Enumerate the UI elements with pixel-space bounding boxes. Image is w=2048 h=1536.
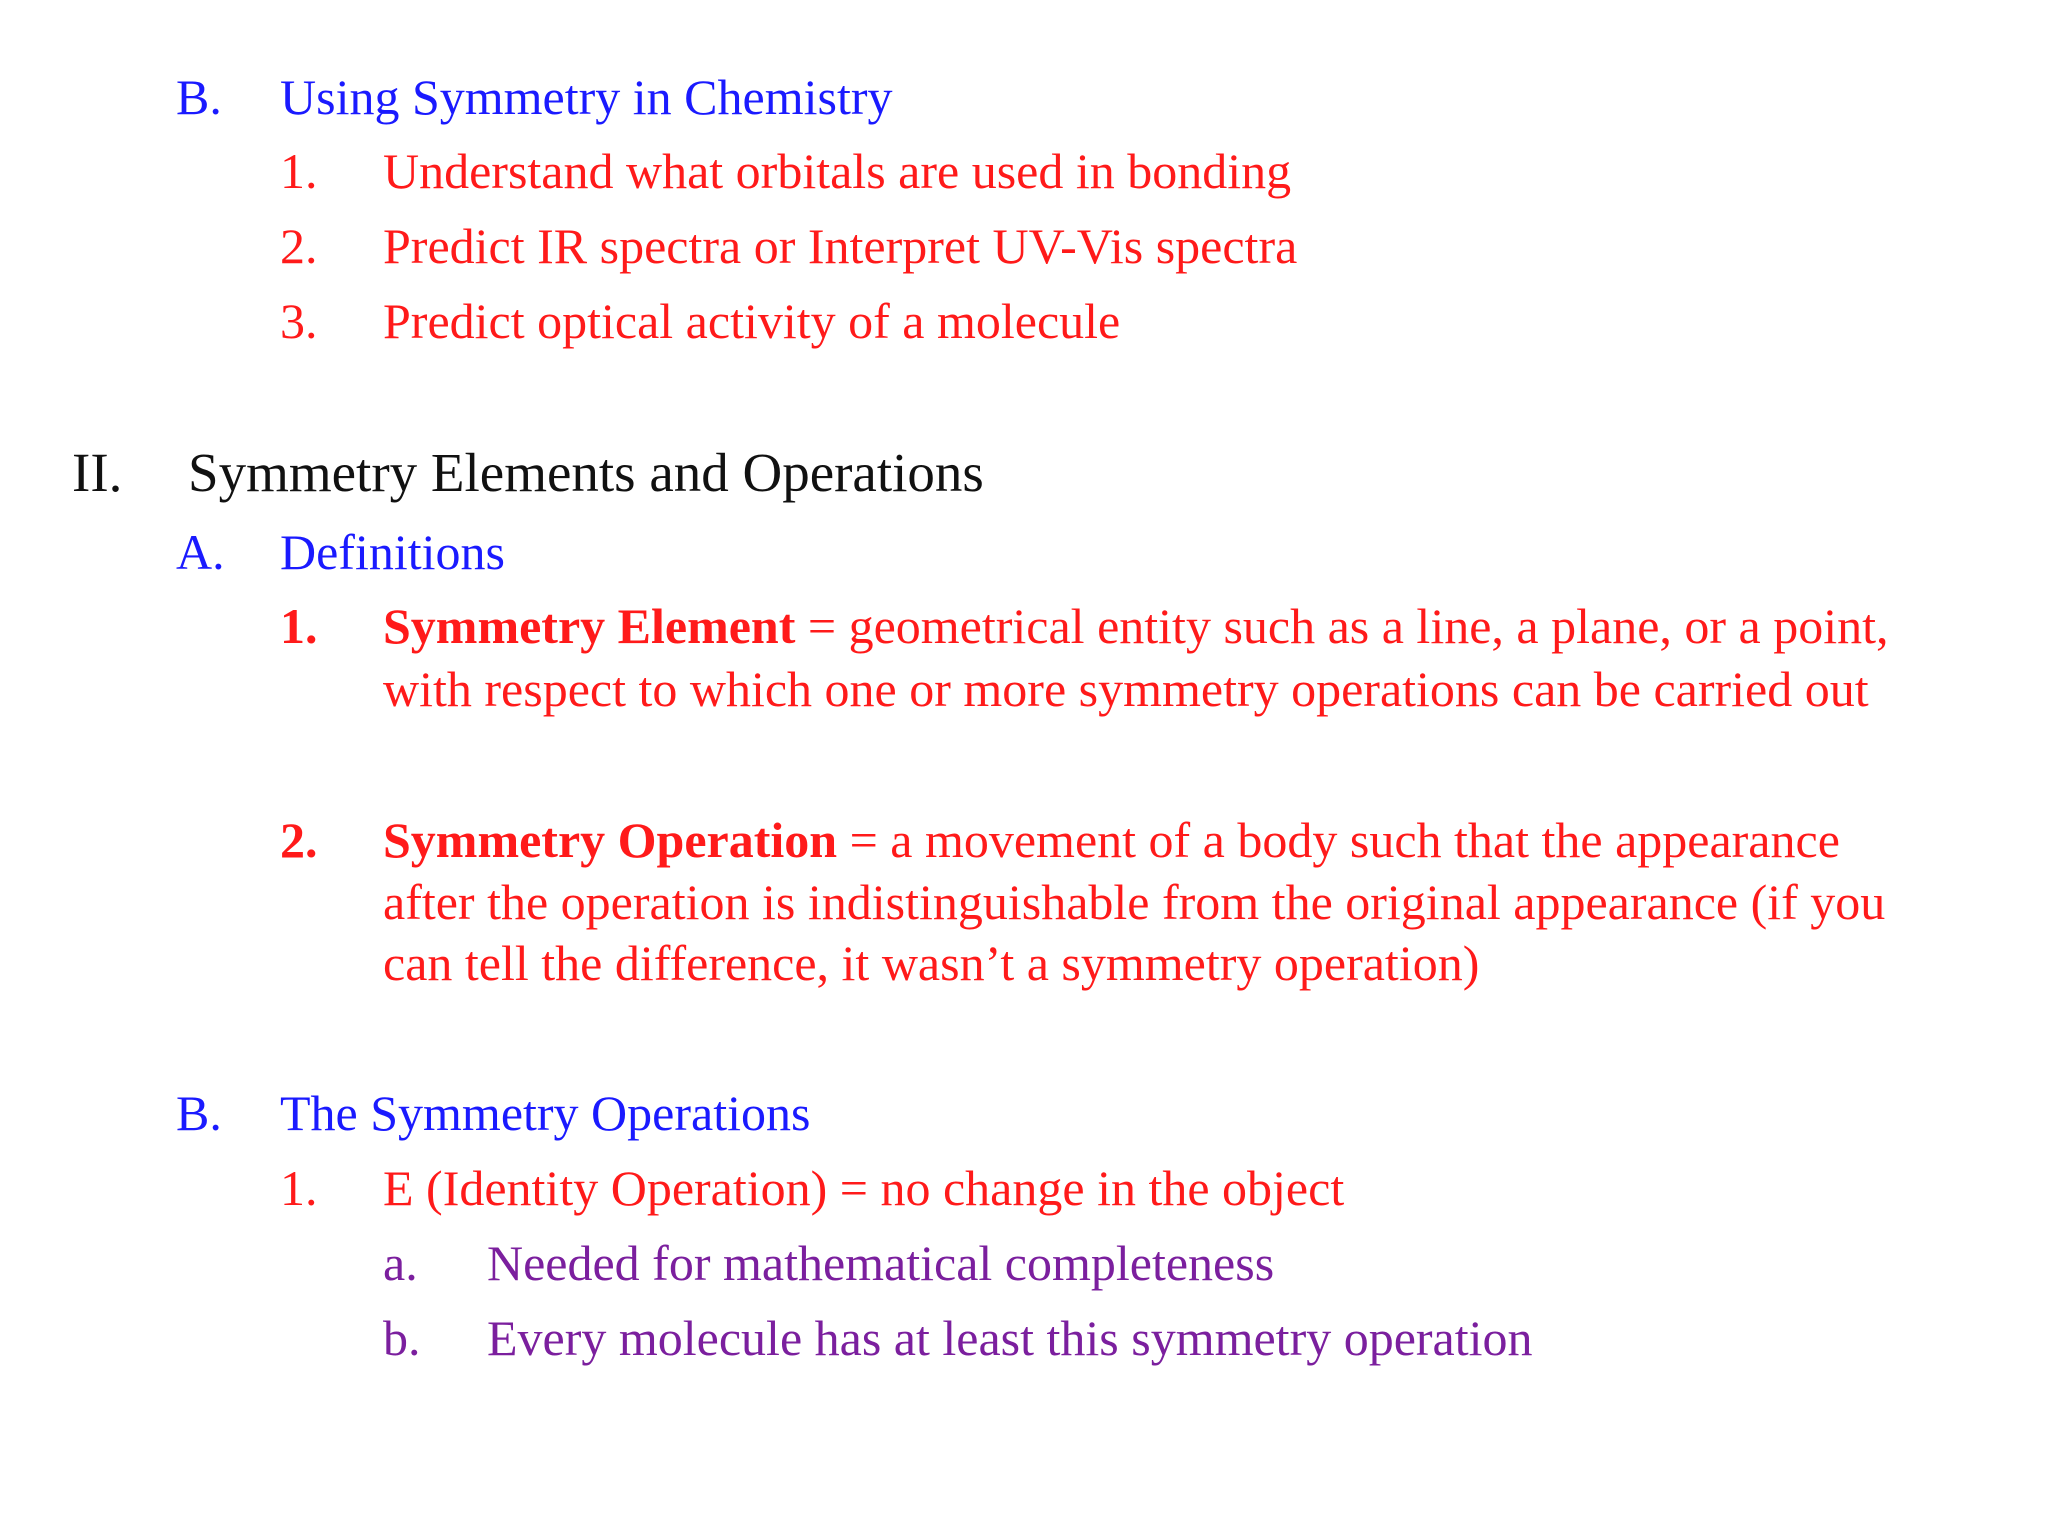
list-item-identity-operation: E (Identity Operation) = no change in the object [383,1160,1345,1216]
outline-marker-ii: II. [72,442,123,503]
definition-symmetry-element [383,598,1889,654]
sublist-item-completeness: Needed for mathematical completeness [487,1235,1275,1291]
definition-element-line2: with respect to which one or more symmetry operations can be carried out [383,661,1869,717]
sublist-marker-a: a. [383,1235,418,1291]
heading-using-symmetry: Using Symmetry in Chemistry [280,69,893,125]
outline-marker-b-operations: B. [176,1085,222,1141]
definition-symmetry-operation [383,812,1840,868]
heading-the-symmetry-operations: The Symmetry Operations [280,1085,811,1141]
list-marker-3: 3. [280,293,318,349]
heading-symmetry-elements-operations: Symmetry Elements and Operations [188,442,984,503]
list-item-optical-activity: Predict optical activity of a molecule [383,293,1121,349]
list-item-orbitals: Understand what orbitals are used in bonding [383,143,1292,199]
list-marker-def-2: 2. [280,812,318,868]
outline-marker-a: A. [176,524,225,580]
outline-marker-b-using: B. [176,69,222,125]
definition-element-line1: = geometrical entity such as a line, a plane, or a point, [795,598,1889,654]
list-marker-2: 2. [280,218,318,274]
sublist-item-every-molecule: Every molecule has at least this symmetry operation [487,1310,1533,1366]
definition-operation-line3: can tell the difference, it wasn’t a symmetry operation) [383,935,1480,991]
list-marker-op-1: 1. [280,1160,318,1216]
list-item-spectra: Predict IR spectra or Interpret UV-Vis spectra [383,218,1298,274]
definition-operation-line2: after the operation is indistinguishable from the original appearance (if you [383,874,1886,930]
definition-operation-line1: = a movement of a body such that the appearance [837,812,1840,868]
list-marker-1: 1. [280,143,318,199]
term-symmetry-operation: Symmetry Operation [383,812,838,868]
term-symmetry-element: Symmetry Element [383,598,796,654]
heading-definitions: Definitions [280,524,505,580]
sublist-marker-b: b. [383,1310,421,1366]
list-marker-def-1: 1. [280,598,318,654]
